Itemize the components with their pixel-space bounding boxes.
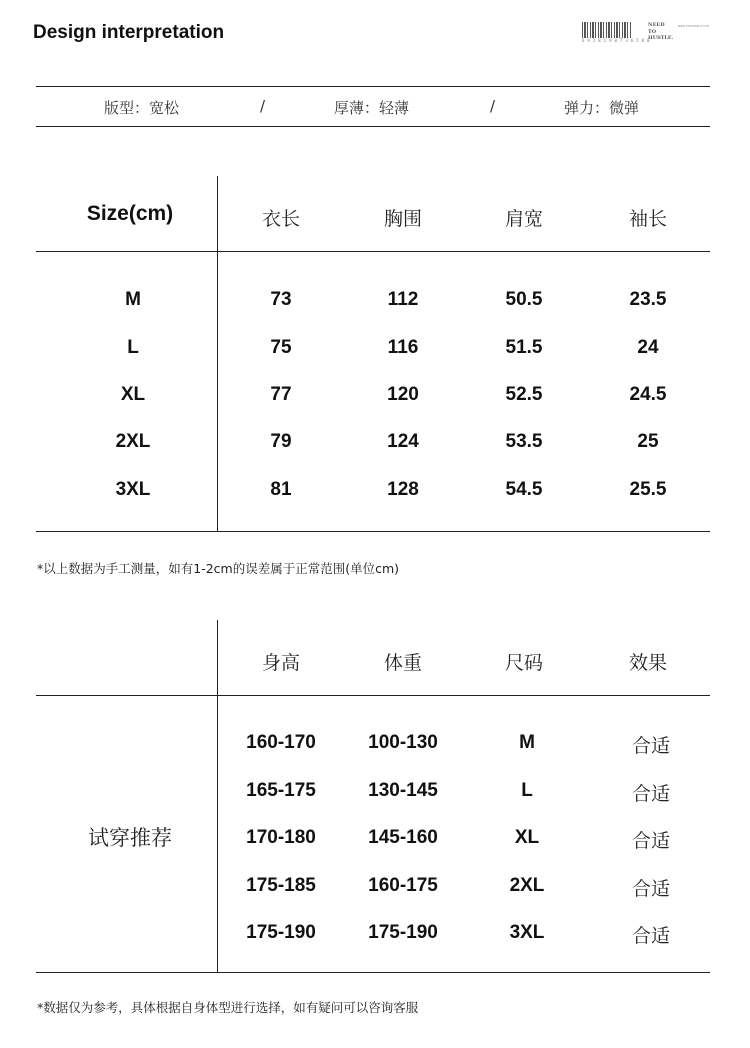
sleeve-cell: 23.5 <box>629 289 667 310</box>
sleeve-column-header: 袖长 <box>628 208 668 230</box>
height-cell: 160-170 <box>246 732 316 753</box>
weight-cell: 130-145 <box>368 780 438 801</box>
shoulder-cell: 51.5 <box>505 337 543 358</box>
height-cell: 175-190 <box>246 922 316 943</box>
weight-cell: 100-130 <box>368 732 438 753</box>
length-cell: 79 <box>270 431 292 452</box>
weight-cell: 160-175 <box>368 875 438 896</box>
table-header-divider <box>36 695 710 696</box>
attribute-separator: / <box>490 97 496 115</box>
brand-logo <box>582 22 712 44</box>
length-cell: 77 <box>270 384 292 405</box>
effect-cell: 合适 <box>631 830 671 852</box>
size-column-header: Size(cm) <box>86 202 174 225</box>
size-cell: M <box>519 732 535 753</box>
barcode-icon <box>582 22 632 38</box>
sleeve-cell: 25 <box>637 431 659 452</box>
fit-recommendation-label: 试穿推荐 <box>88 826 172 850</box>
weight-column-header: 体重 <box>383 652 423 674</box>
attribute-row <box>36 86 710 126</box>
attribute-fit: 版型：宽松 <box>104 99 180 117</box>
table-vertical-divider <box>217 620 218 972</box>
effect-column-header: 效果 <box>628 652 668 674</box>
logo-line-1: NEED <box>648 22 665 28</box>
divider-line <box>36 126 710 127</box>
reference-note: *数据仅为参考，具体根据自身体型进行选择，如有疑问可以咨询客服 <box>37 1000 419 1015</box>
attribute-thickness: 厚薄：轻薄 <box>334 99 410 117</box>
shoulder-column-header: 肩宽 <box>504 208 544 230</box>
chest-cell: 124 <box>387 431 419 452</box>
size-cell: XL <box>514 827 540 848</box>
table-bottom-divider <box>36 531 710 532</box>
length-column-header: 衣长 <box>261 208 301 230</box>
table-vertical-divider <box>217 176 218 532</box>
sleeve-cell: 25.5 <box>629 479 667 500</box>
barcode-digits: 6 9 2 8 1 9 0 7 3 6 5 8 0 <box>582 38 650 43</box>
size-cell: L <box>521 780 533 801</box>
size-cell: M <box>125 289 141 310</box>
size-cell: XL <box>120 384 146 405</box>
logo-text <box>648 22 673 42</box>
logo-line-2: TO <box>648 28 657 35</box>
chest-column-header: 胸围 <box>383 208 423 230</box>
measurement-note: *以上数据为手工测量，如有1-2cm的误差属于正常范围(单位cm) <box>37 561 400 576</box>
logo-small-text: NEW FASHION STYLE <box>678 24 710 28</box>
table-bottom-divider <box>36 972 710 973</box>
effect-cell: 合适 <box>631 783 671 805</box>
size-cell: 2XL <box>509 875 545 896</box>
size-cell: L <box>127 337 139 358</box>
shoulder-cell: 50.5 <box>505 289 543 310</box>
page-title: Design interpretation <box>33 22 225 43</box>
chest-cell: 120 <box>387 384 419 405</box>
height-cell: 165-175 <box>246 780 316 801</box>
length-cell: 81 <box>270 479 292 500</box>
sleeve-cell: 24 <box>637 337 659 358</box>
length-cell: 75 <box>270 337 292 358</box>
sleeve-cell: 24.5 <box>629 384 667 405</box>
table-header-divider <box>36 251 710 252</box>
weight-cell: 145-160 <box>368 827 438 848</box>
chest-cell: 128 <box>387 479 419 500</box>
shoulder-cell: 53.5 <box>505 431 543 452</box>
chest-cell: 116 <box>387 337 419 358</box>
length-cell: 73 <box>270 289 292 310</box>
attribute-separator: / <box>260 97 266 115</box>
size-cell: 3XL <box>115 479 151 500</box>
height-column-header: 身高 <box>261 652 301 674</box>
effect-cell: 合适 <box>631 735 671 757</box>
size-column-header: 尺码 <box>504 652 544 674</box>
height-cell: 175-185 <box>246 875 316 896</box>
shoulder-cell: 54.5 <box>505 479 543 500</box>
size-cell: 3XL <box>509 922 545 943</box>
shoulder-cell: 52.5 <box>505 384 543 405</box>
chest-cell: 112 <box>387 289 419 310</box>
weight-cell: 175-190 <box>368 922 438 943</box>
attribute-elasticity: 弹力：微弹 <box>564 99 640 117</box>
size-cell: 2XL <box>115 431 151 452</box>
effect-cell: 合适 <box>631 878 671 900</box>
height-cell: 170-180 <box>246 827 316 848</box>
logo-line-3: HUSTLE. <box>648 35 674 41</box>
effect-cell: 合适 <box>631 925 671 947</box>
